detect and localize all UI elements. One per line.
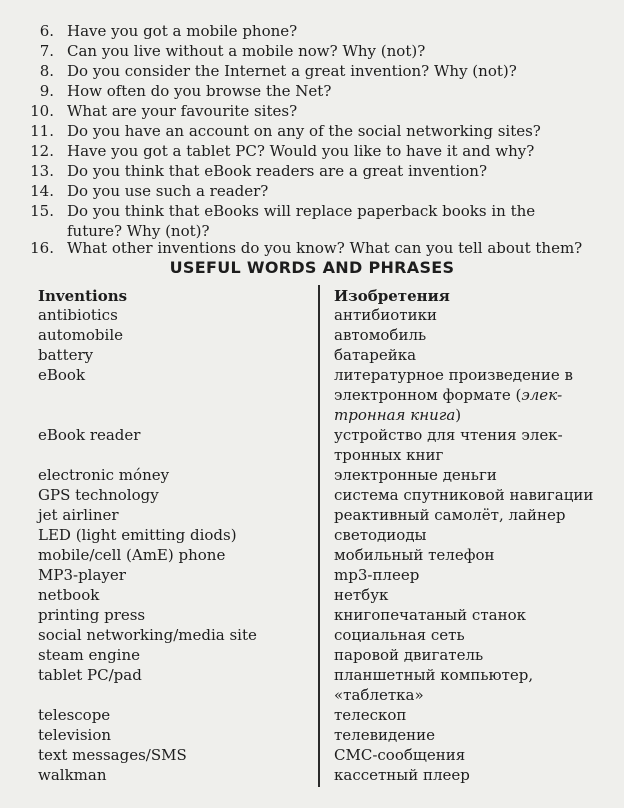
- question-number: 16.: [30, 239, 54, 257]
- english-term: steam engine: [38, 646, 141, 664]
- question-number: 7.: [39, 42, 54, 60]
- russian-translation: реактивный самолёт, лайнер: [334, 506, 566, 524]
- russian-translation: социальная сеть: [334, 626, 465, 644]
- question-number: 12.: [30, 142, 54, 160]
- russian-translation: телевидение: [334, 726, 436, 744]
- question-text: What other inventions do you know? What can you tell about them?: [67, 239, 583, 257]
- russian-translation: mp3-плеер: [334, 566, 420, 584]
- russian-translation: светодиоды: [334, 526, 427, 544]
- russian-translation: устройство для чтения элек-: [334, 426, 563, 444]
- question-text: Do you use such a reader?: [67, 182, 269, 200]
- english-term: television: [38, 726, 112, 744]
- english-term: printing press: [38, 606, 146, 624]
- russian-column-header: Изобретения: [334, 287, 450, 305]
- question-number: 11.: [30, 122, 54, 140]
- translation-italic-part: элек-: [521, 386, 563, 404]
- english-term: antibiotics: [38, 306, 118, 324]
- question-text: How often do you browse the Net?: [67, 82, 332, 100]
- english-term: automobile: [38, 326, 123, 344]
- english-term: walkman: [38, 766, 107, 784]
- russian-translation: [334, 405, 461, 425]
- english-term: mobile/cell (AmE) phone: [38, 546, 226, 564]
- russian-translation: мобильный телефон: [334, 546, 495, 564]
- question-text: Have you got a mobile phone?: [67, 22, 298, 40]
- english-term: eBook: [38, 366, 86, 384]
- russian-translation: «таблетка»: [334, 686, 424, 704]
- russian-translation: паровой двигатель: [334, 646, 484, 664]
- question-text: Do you think that eBooks will replace paperback books in the: [67, 202, 536, 220]
- english-term: jet airliner: [38, 506, 119, 524]
- english-term: MP3-player: [38, 566, 126, 584]
- english-term: LED (light emitting diods): [38, 526, 237, 544]
- english-term: text messages/SMS: [38, 746, 187, 764]
- russian-translation: литературное произведение в: [334, 366, 573, 384]
- translation-italic-part: тронная книга: [334, 406, 456, 424]
- question-number: 6.: [39, 22, 54, 40]
- column-divider: [318, 285, 320, 787]
- english-column-header: Inventions: [38, 287, 128, 305]
- question-text: What are your favourite sites?: [67, 102, 298, 120]
- english-term: eBook reader: [38, 426, 141, 444]
- question-number: 14.: [30, 182, 54, 200]
- english-term: telescope: [38, 706, 111, 724]
- question-text-continuation: future? Why (not)?: [67, 222, 210, 240]
- russian-translation: СМС-сообщения: [334, 746, 466, 764]
- russian-translation: телескоп: [334, 706, 407, 724]
- section-heading: USEFUL WORDS AND PHRASES: [169, 258, 455, 277]
- english-term: tablet PC/pad: [38, 666, 142, 684]
- question-number: 8.: [39, 62, 54, 80]
- russian-translation: электронные деньги: [334, 466, 497, 484]
- question-text: Do you have an account on any of the social networking sites?: [67, 122, 541, 140]
- question-number: 9.: [39, 82, 54, 100]
- russian-translation: нетбук: [334, 586, 389, 604]
- translation-part: электронном формате (: [334, 386, 522, 404]
- russian-translation: батарейка: [334, 346, 417, 364]
- question-number: 10.: [30, 102, 54, 120]
- english-term: electronic móney: [38, 466, 170, 484]
- russian-translation: [334, 385, 562, 405]
- russian-translation: кассетный плеер: [334, 766, 470, 784]
- english-term: social networking/media site: [38, 626, 257, 644]
- russian-translation: автомобиль: [334, 326, 427, 344]
- russian-translation: планшетный компьютер,: [334, 666, 534, 684]
- translation-part: ): [455, 406, 462, 424]
- russian-translation: антибиотики: [334, 306, 437, 324]
- english-term: netbook: [38, 586, 100, 604]
- english-term: battery: [38, 346, 94, 364]
- question-number: 15.: [30, 202, 54, 220]
- question-text: Do you consider the Internet a great invention? Why (not)?: [67, 62, 517, 80]
- russian-translation: система спутниковой навигации: [334, 486, 594, 504]
- question-number: 13.: [30, 162, 54, 180]
- russian-translation: книгопечатаный станок: [334, 606, 526, 624]
- question-text: Do you think that eBook readers are a great invention?: [67, 162, 487, 180]
- english-term: GPS technology: [38, 486, 159, 504]
- russian-translation: тронных книг: [334, 446, 444, 464]
- question-text: Have you got a tablet PC? Would you like to have it and why?: [67, 142, 535, 160]
- question-text: Can you live without a mobile now? Why (not)?: [67, 42, 426, 60]
